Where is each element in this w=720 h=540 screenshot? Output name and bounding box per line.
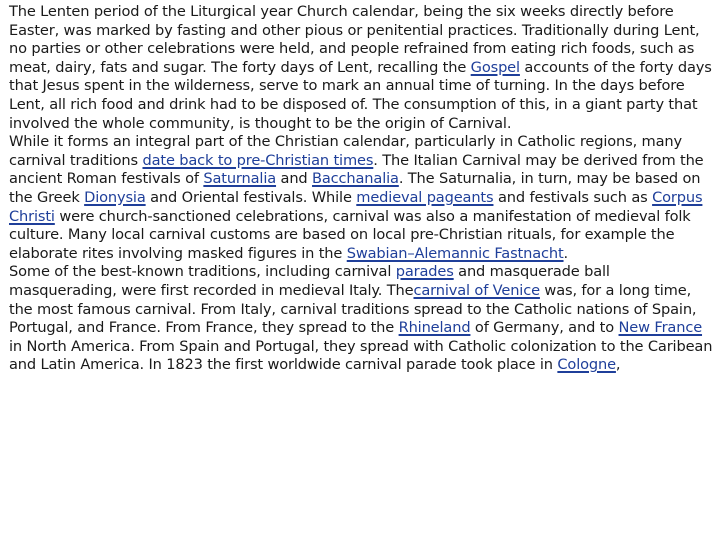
text-segment: . — [563, 244, 569, 262]
paragraph-traditions — [9, 263, 715, 375]
text-segment: and festivals such as — [493, 188, 653, 206]
link-new-france[interactable]: New France — [618, 319, 703, 337]
paragraph-christian-calendar — [9, 133, 715, 263]
text-segment: Some of the best-known traditions, including carnival — [9, 263, 396, 281]
text-segment: in North America. From Spain and Portugal, they spread with Catholic colonization to the Caribean and Latin America. In 1823 the first worldwide carnival parade took place in — [9, 337, 713, 374]
text-segment: . The Italian Carnival may be derived from the ancient Roman festivals of — [9, 151, 704, 188]
link-rhineland[interactable]: Rhineland — [398, 319, 471, 337]
document-body — [9, 3, 715, 375]
text-segment: were church-sanctioned celebrations, carnival was also a manifestation of medieval folk culture. Many local carnival customs are based on local pre-Christian rituals, for example the elaborate rites involving masked figures in the — [9, 207, 691, 262]
link-dionysia[interactable]: Dionysia — [84, 188, 146, 206]
link-parades[interactable]: parades — [395, 263, 454, 281]
link-corpus-christi[interactable]: Corpus Christi — [9, 188, 703, 225]
paragraph-lent — [9, 3, 715, 133]
text-segment: While it forms an integral part of the Christian calendar, particularly in Catholic regions, many carnival traditions — [9, 133, 682, 169]
text-segment: . The Saturnalia, in turn, may be based on the Greek — [9, 170, 701, 206]
link-medieval-pageants[interactable]: medieval pageants — [356, 188, 494, 206]
link-swabian-alemannic-fastnacht[interactable]: Swabian–Alemannic Fastnacht — [346, 244, 564, 262]
link-cologne[interactable]: Cologne — [557, 356, 616, 374]
text-segment: , — [615, 356, 621, 374]
text-segment: accounts of the forty days that Jesus spent in the wilderness, serve to mark an annual time of turning. In the days before Lent, all rich food and drink had to be disposed of. The consumption of this, in a giant party that involved the whole community, is thought to be the origin of Carnival. — [9, 58, 712, 132]
text-segment: and Oriental festivals. While — [145, 188, 357, 206]
text-segment: and masquerade ball masquerading, were first recorded in medieval Italy. The — [9, 263, 610, 299]
link-saturnalia[interactable]: Saturnalia — [203, 170, 277, 188]
link-bacchanalia[interactable]: Bacchanalia — [312, 170, 399, 188]
text-segment: was, for a long time, the most famous carnival. From Italy, carnival traditions spread to the Catholic nations of Spain, Portugal, and France. From France, they spread to the — [9, 281, 697, 337]
link-gospel[interactable]: Gospel — [470, 58, 520, 76]
text-segment: of Germany, and to — [470, 319, 619, 337]
text-segment: and — [276, 170, 313, 188]
link-carnival-of-venice[interactable]: carnival of Venice — [413, 281, 540, 299]
link-pre-christian-times[interactable]: date back to pre-Christian times — [142, 151, 374, 169]
text-segment: The Lenten period of the Liturgical year Church calendar, being the six weeks directly before Easter, was marked by fasting and other pious or penitential practices. Traditionally during Lent, no parties or other celebrations were held, and people refrained from eating rich foods, such as meat, dairy, fats and sugar. The forty days of Lent, recalling the — [9, 3, 700, 76]
